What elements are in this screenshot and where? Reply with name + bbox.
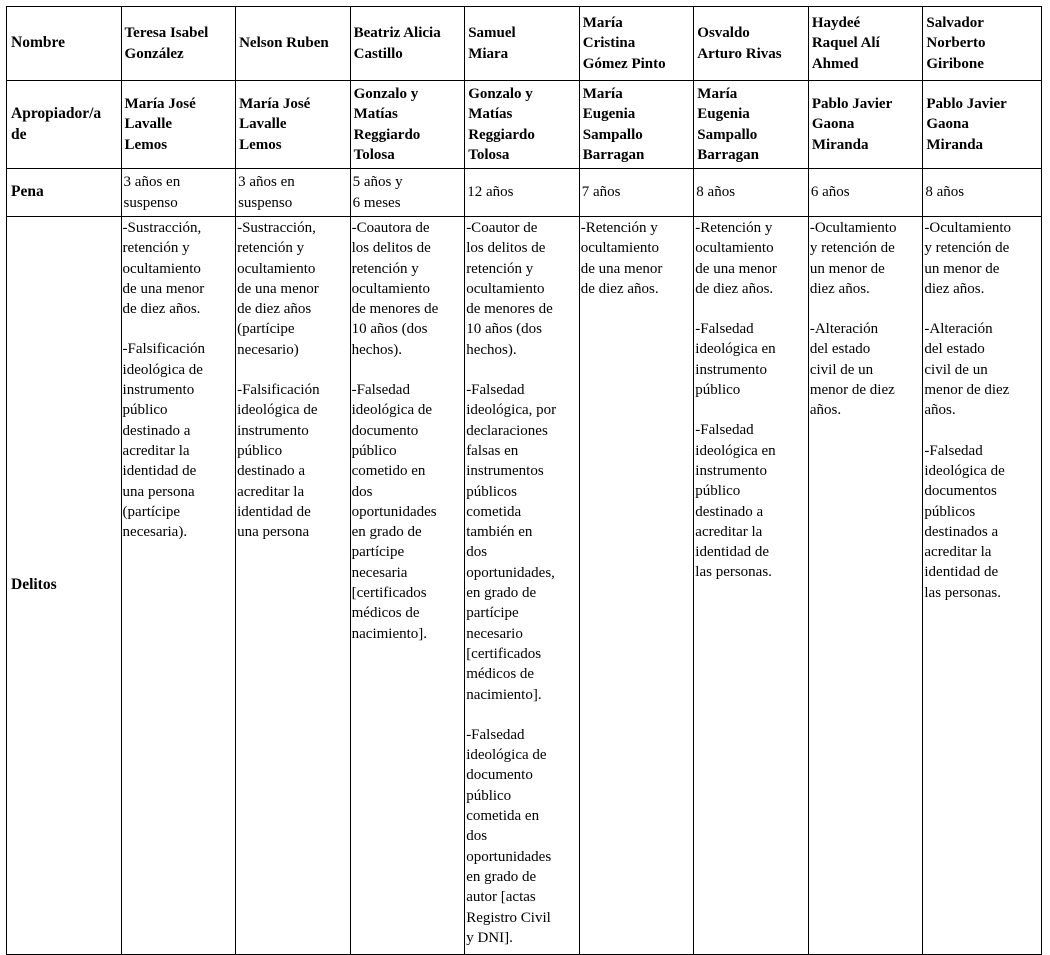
nombre-cell: Nelson Ruben [236, 7, 351, 81]
apropiador-cell: Gonzalo y Matías Reggiardo Tolosa [350, 81, 465, 169]
row-nombre [7, 7, 1042, 81]
row-delitos [7, 217, 1042, 955]
paragraph-gap [695, 299, 806, 319]
pena-cell: 5 años y 6 meses [350, 169, 465, 217]
delitos-cell [808, 217, 923, 955]
delitos-cell [923, 217, 1042, 955]
nombre-cell: María Cristina Gómez Pinto [579, 7, 694, 81]
delito-paragraph: -Falsedad ideológica de documento público cometida en dos oportunidades en grado de autor [actas Registro Civil y DNI]. [466, 726, 552, 946]
paragraph-gap [466, 360, 577, 380]
delitos-cell [694, 217, 809, 955]
pena-cell: 8 años [923, 169, 1042, 217]
nombre-cell: Beatriz Alicia Castillo [350, 7, 465, 81]
pena-cell: 8 años [694, 169, 809, 217]
paragraph-gap [352, 360, 463, 380]
row-pena [7, 169, 1042, 217]
delito-paragraph: -Sustracción, retención y ocultamiento de una menor de diez años (partícipe necesario) [237, 220, 319, 358]
paragraph-gap [924, 299, 1039, 319]
delito-paragraph: -Retención y ocultamiento de una menor de diez años. [695, 220, 777, 297]
delitos-cell [236, 217, 351, 955]
apropiador-cell: María Eugenia Sampallo Barragan [579, 81, 694, 169]
pena-cell: 3 años en suspenso [236, 169, 351, 217]
apropiador-cell: Gonzalo y Matías Reggiardo Tolosa [465, 81, 580, 169]
nombre-cell: Teresa Isabel González [121, 7, 236, 81]
delito-paragraph: -Ocultamiento y retención de un menor de diez años. [924, 220, 1012, 297]
paragraph-gap [924, 421, 1039, 441]
pena-cell: 12 años [465, 169, 580, 217]
pena-cell: 6 años [808, 169, 923, 217]
delito-paragraph: -Falsedad ideológica en instrumento público [695, 321, 776, 399]
delito-paragraph: -Sustracción, retención y ocultamiento de una menor de diez años. [122, 220, 205, 318]
delito-paragraph: -Falsificación ideológica de instrumento público destinado a acreditar la identidad de una persona (partícipe necesaria). [122, 341, 206, 541]
delito-paragraph: -Falsificación ideológica de instrumento público destinado a acreditar la identidad de una persona [237, 382, 320, 541]
apropiador-cell: Pablo Javier Gaona Miranda [923, 81, 1042, 169]
paragraph-gap [810, 299, 921, 319]
apropiador-cell: María Eugenia Sampallo Barragan [694, 81, 809, 169]
nombre-cell: Salvador Norberto Giribone [923, 7, 1042, 81]
apropiador-cell: María José Lavalle Lemos [236, 81, 351, 169]
delito-paragraph: -Falsedad ideológica de documentos públicos destinados a acreditar la identidad de las personas. [924, 442, 1005, 601]
paragraph-gap [123, 319, 234, 339]
row-apropiador [7, 81, 1042, 169]
row-label-apropiador: Apropiador/a de [7, 81, 122, 169]
delitos-cell [350, 217, 465, 955]
pena-cell: 7 años [579, 169, 694, 217]
delito-paragraph: -Falsedad ideológica, por declaraciones falsas en instrumentos públicos cometida también en dos oportunidades, en grado de partícipe necesario [certificados médicos de nacimiento]. [466, 382, 557, 703]
delitos-cell [579, 217, 694, 955]
pena-cell: 3 años en suspenso [121, 169, 236, 217]
apropiador-cell: María José Lavalle Lemos [121, 81, 236, 169]
delito-paragraph: -Alteración del estado civil de un menor de diez años. [809, 321, 895, 419]
delito-paragraph: -Alteración del estado civil de un menor de diez años. [924, 321, 1010, 419]
nombre-cell: Haydeé Raquel Alí Ahmed [808, 7, 923, 81]
row-label-pena: Pena [7, 169, 122, 217]
apropiador-cell: Pablo Javier Gaona Miranda [808, 81, 923, 169]
delito-paragraph: -Falsedad ideológica en instrumento público destinado a acreditar la identidad de las personas. [695, 422, 776, 581]
delito-paragraph: -Falsedad ideológica de documento público cometido en dos oportunidades en grado de partícipe necesaria [certificados médicos de nacimiento]. [351, 382, 437, 642]
delito-paragraph: -Retención y ocultamiento de una menor de diez años. [580, 220, 663, 297]
delitos-cell [465, 217, 580, 955]
paragraph-gap [695, 400, 806, 420]
delito-paragraph: -Coautora de los delitos de retención y ocultamiento de menores de 10 años (dos hechos). [351, 220, 439, 358]
sentences-table [6, 6, 1042, 955]
row-label-nombre: Nombre [7, 7, 122, 81]
delito-paragraph: -Ocultamiento y retención de un menor de diez años. [809, 220, 897, 297]
delitos-cell [121, 217, 236, 955]
nombre-cell: Samuel Miara [465, 7, 580, 81]
nombre-cell: Osvaldo Arturo Rivas [694, 7, 809, 81]
paragraph-gap [466, 705, 577, 725]
paragraph-gap [237, 360, 348, 380]
delito-paragraph: -Coautor de los delitos de retención y ocultamiento de menores de 10 años (dos hechos). [466, 220, 553, 358]
row-label-delitos: Delitos [7, 217, 122, 955]
